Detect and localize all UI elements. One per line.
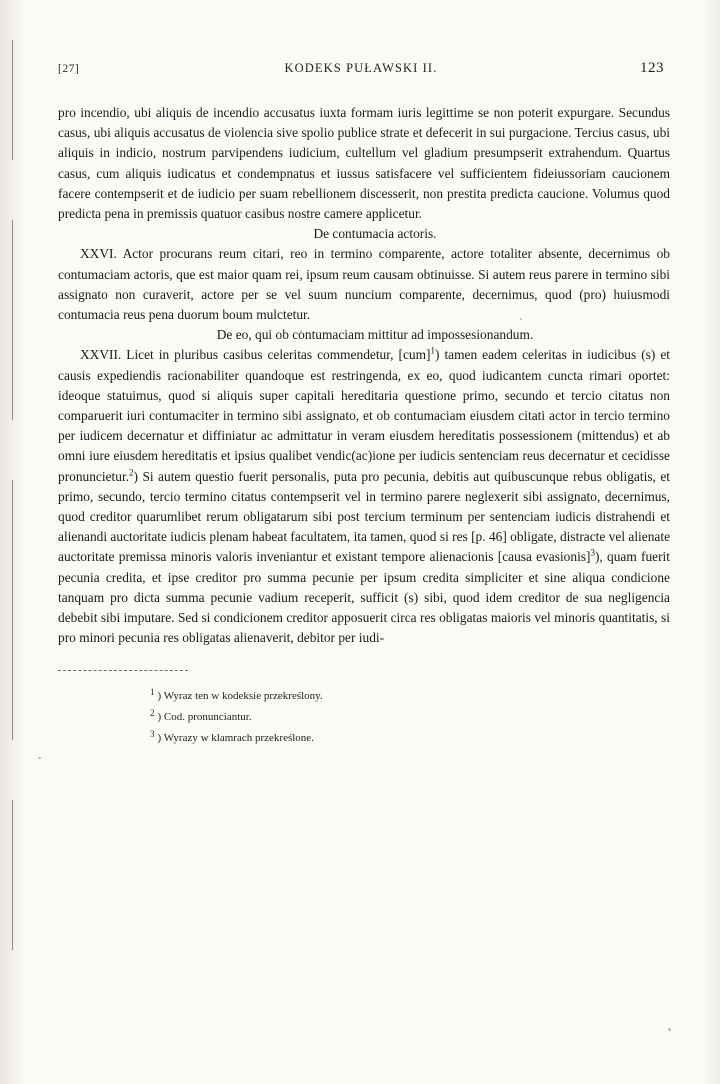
- footnotes: [150, 687, 670, 748]
- rubric-de-eo-qui-ob-contumaciam: De eo, qui ob contumaciam mittitur ad impossesionandum.: [216, 327, 534, 343]
- page-speck: [38, 757, 41, 759]
- footnote-1: [150, 687, 670, 706]
- body-text: [58, 103, 670, 648]
- footnote-3-text: ) Wyrazy w klamrach przekreślone.: [157, 732, 314, 745]
- paragraph-xxvii-part2: ) tamen eadem celeritas in iudicibus (s) et causis expediendis racionabiliter quandoque est restringenda, ex eo, quod iudicantem cuncta rimari oportet: ideoque statuimus, quod si aliquis super capitali hereditaria questione primo, secundo et tercio citatus non comparuerit iuri contumaciter in termino sibi assignato, et ob contumaciam eiusdem citati actor in tercio termino per iudicem decernatur et diffiniatur ac admittatur in veram eiusdem hereditatis possessionem (mittendus) et ab omni iure eiusdem hereditatis et ipsius qualibet vendic(ac)ione per iudicis sentenciam reus decernatur et cecidisse pronuncietur.: [58, 347, 670, 484]
- paragraph-continued: pro incendio, ubi aliquis de incendio accusatus iuxta formam iuris legittime se non poterit expurgare. Secundus casus, ubi aliquis accusatus de violencia sive spolio publice strate et defecerit in sui purgacione. Tercius casus, ubi aliquis in indicio, nostrum parvipendens iudicium, cultellum vel gladium presumpserit extrahendum. Quartus casus, cum aliquis iudicatus et condempnatus et iussus satisfacere vel sufficientem fideiussoriam caucionem facere contempserit et de iudicio per suam rebellionem discesserit, non prestita predicta caucione. Volumus quod predicta pena in premissis quatuor casibus nostre camere applicetur.: [58, 105, 670, 222]
- footnote-3-marker: 3: [150, 728, 155, 739]
- rubric-de-contumacia-actoris: De contumacia actoris.: [313, 226, 437, 242]
- footnote-2-text: ) Cod. pronunciantur.: [157, 711, 252, 724]
- footnote-ref-1[interactable]: 1: [430, 345, 435, 356]
- footnote-1-text: ) Wyraz ten w kodeksie przekreślony.: [157, 690, 323, 703]
- paragraph-xxvii-part3: ) Si autem questio fuerit personalis, puta pro pecunia, debitis aut quibuscunque rebus obligatis, et primo, secundo, tercio termino citatus contempserit vel in termino parere neglexerit sibi assignato, decernimus, quod creditor quarumlibet rerum obligatarum sibi post tercium terminum per sentenciam iudicis distrahendi et alienandi auctoritate iudicis plenam habeat facultatem, ita tamen, quod si res [p. 46] obligate, distracte vel alienate auctoritate premissa minoris valoris inveniantur et existant tempore alienacionis [causa evasionis]: [58, 468, 671, 565]
- footnote-ref-2[interactable]: 2: [129, 467, 134, 478]
- paragraph-xxvi: XXVI. Actor procurans reum citari, reo in termino comparente, actore totaliter absente, decernimus ob contumaciam actoris, que est maior quam rei, ipsum reum causam obtinuisse. Si autem reus parere in termino sibi assignato non curaverit, actore per se vel suum nuncium comparente, decernimus, quod (pro) huiusmodi contumacia reus pena duorum boum mulctetur.: [58, 246, 670, 323]
- footnote-separator: [58, 670, 188, 671]
- footnote-1-marker: 1: [150, 686, 155, 697]
- folio-number: 123: [640, 60, 664, 76]
- footnote-2: [150, 708, 670, 727]
- signature-mark: [27]: [58, 63, 80, 75]
- footnote-3: [150, 729, 670, 748]
- page-content: [58, 60, 670, 750]
- paragraph-xxvii-part4: ), quam fuerit pecunia credita, et ipse creditor pro summa pecunie per ipsum credita simpliciter et sine aliqua condicione tanquam pro dicta summa pecunie vadium receperit, sufficit (s) sibi, quod idem creditor de sua negligencia debebit sibi imputare. Sed si condicionem creditor apposuerit circa res obligatas maioris vel minoris quantitatis, si pro minori pecunia res obligatas alienaverit, debitor per iudi-: [58, 549, 670, 646]
- binding-marks: [12, 40, 16, 1044]
- paragraph-xxvii: [58, 345, 670, 648]
- footnote-2-marker: 2: [150, 707, 155, 718]
- running-head: [58, 60, 670, 77]
- footnote-ref-3[interactable]: 3: [590, 548, 595, 558]
- paragraph-xxvii-part1: XXVII. Licet in pluribus casibus celeritas commendetur, [cum]: [80, 347, 431, 363]
- page-speck: [668, 1028, 671, 1031]
- running-title: KODEKS PUŁAWSKI II.: [284, 61, 438, 75]
